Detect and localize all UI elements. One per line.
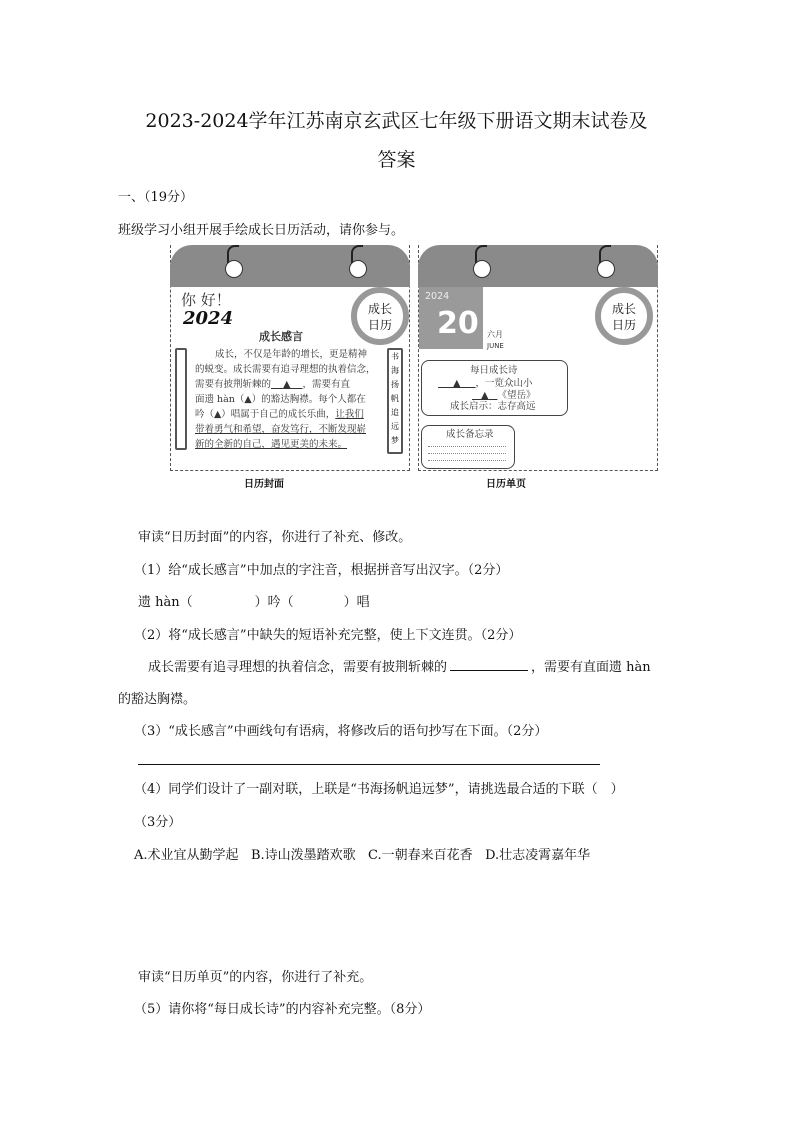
question-4: （4）同学们设计了一副对联，上联是“书海扬帆追远梦”，请挑选最合适的下联（ ） [134,782,624,797]
page-year: 2024 [425,291,450,302]
growth-badge: 成长 日历 [351,287,409,345]
growth-badge: 成长 日历 [595,287,653,345]
cover-line: 的蜕变。成长需要有追寻理想的执着信念， [195,364,376,375]
title-line-2: 答案 [377,149,416,171]
caption-cover: 日历封面 [244,479,284,490]
question-5: （5）请你将“每日成长诗”的内容补充完整。（8分） [134,1002,431,1017]
option-d: D.壮志凌霄嘉年华 [485,848,591,863]
caption-page: 日历单页 [486,479,526,490]
cover-line: 成长，不仅是年龄的增长，更是精神 [215,349,368,360]
cover-line: 吟（▲）唱属于自己的成长乐曲，让我们 [195,409,364,420]
greeting: 你 好！ [181,291,231,309]
cover-line: 带着勇气和希望，奋发笃行，不断发现崭 [195,424,367,435]
section-heading: 一、（19分） [118,190,194,205]
calendar-cover [170,245,410,471]
poem-title: 每日成长诗 [470,365,518,376]
poem-line-2: ▲ 《望岳》 [481,390,536,401]
calendar-page [418,245,658,471]
month-en: JUNE [487,342,504,350]
question-1: （1）给“成长感言”中加点的字注音，根据拼音写出汉字。（2分） [134,563,509,578]
question-2: （2）将“成长感言”中缺失的短语补充完整，使上下文连贯。（2分） [134,628,522,643]
month-cn: 六月 [487,330,503,339]
option-c: C.一朝春来百花香 [368,848,473,863]
option-a: A.术业宜从勤学起 [134,848,239,863]
answer-line[interactable] [138,764,600,765]
page-day: 20 [437,306,479,341]
couplet-scroll: 书海扬帆追远梦 [387,348,403,454]
question-1-blanks: 遗 hàn（ ）吟（ ）唱 [138,595,370,610]
question-4-options [134,844,590,863]
title-line-1: 2023-2024学年江苏南京玄武区七年级下册语文期末试卷及 [145,110,648,132]
memo-box [421,425,515,469]
year-logo: 2024 [183,308,234,329]
intro-text: 班级学习小组开展手绘成长日历活动，请你参与。 [118,223,405,238]
question-4-score: （3分） [134,815,182,830]
cover-line: 新的全新的自己，遇见更美的未来。 [195,439,348,450]
q-intro-1: 审读“日历封面”的内容，你进行了补充、修改。 [138,530,412,545]
poem-box [421,360,568,416]
poem-hint: 成长启示：志存高远 [450,401,536,412]
cover-line: 需要有披荆斩棘的 ▲ ，需要有直 [195,379,351,390]
poem-line-1: ▲ ，一览众山小 [453,378,533,389]
question-2-text-end: 的豁达胸襟。 [118,692,197,707]
option-b: B.诗山泼墨踏欢歌 [250,848,356,863]
memo-title: 成长备忘录 [446,429,494,440]
cover-heading: 成长感言 [259,330,303,343]
cover-line: 面遗 hàn（▲）的豁达胸襟。每个人都在 [195,394,366,405]
question-3: （3）“成长感言”中画线句有语病，将修改后的语句抄写在下面。（2分） [134,724,548,739]
question-2-text: 成长需要有追寻理想的执着信念，需要有披荆斩棘的 ，需要有直面遗 hàn [148,660,651,675]
q-intro-2: 审读“日历单页”的内容，你进行了补充。 [138,970,373,985]
